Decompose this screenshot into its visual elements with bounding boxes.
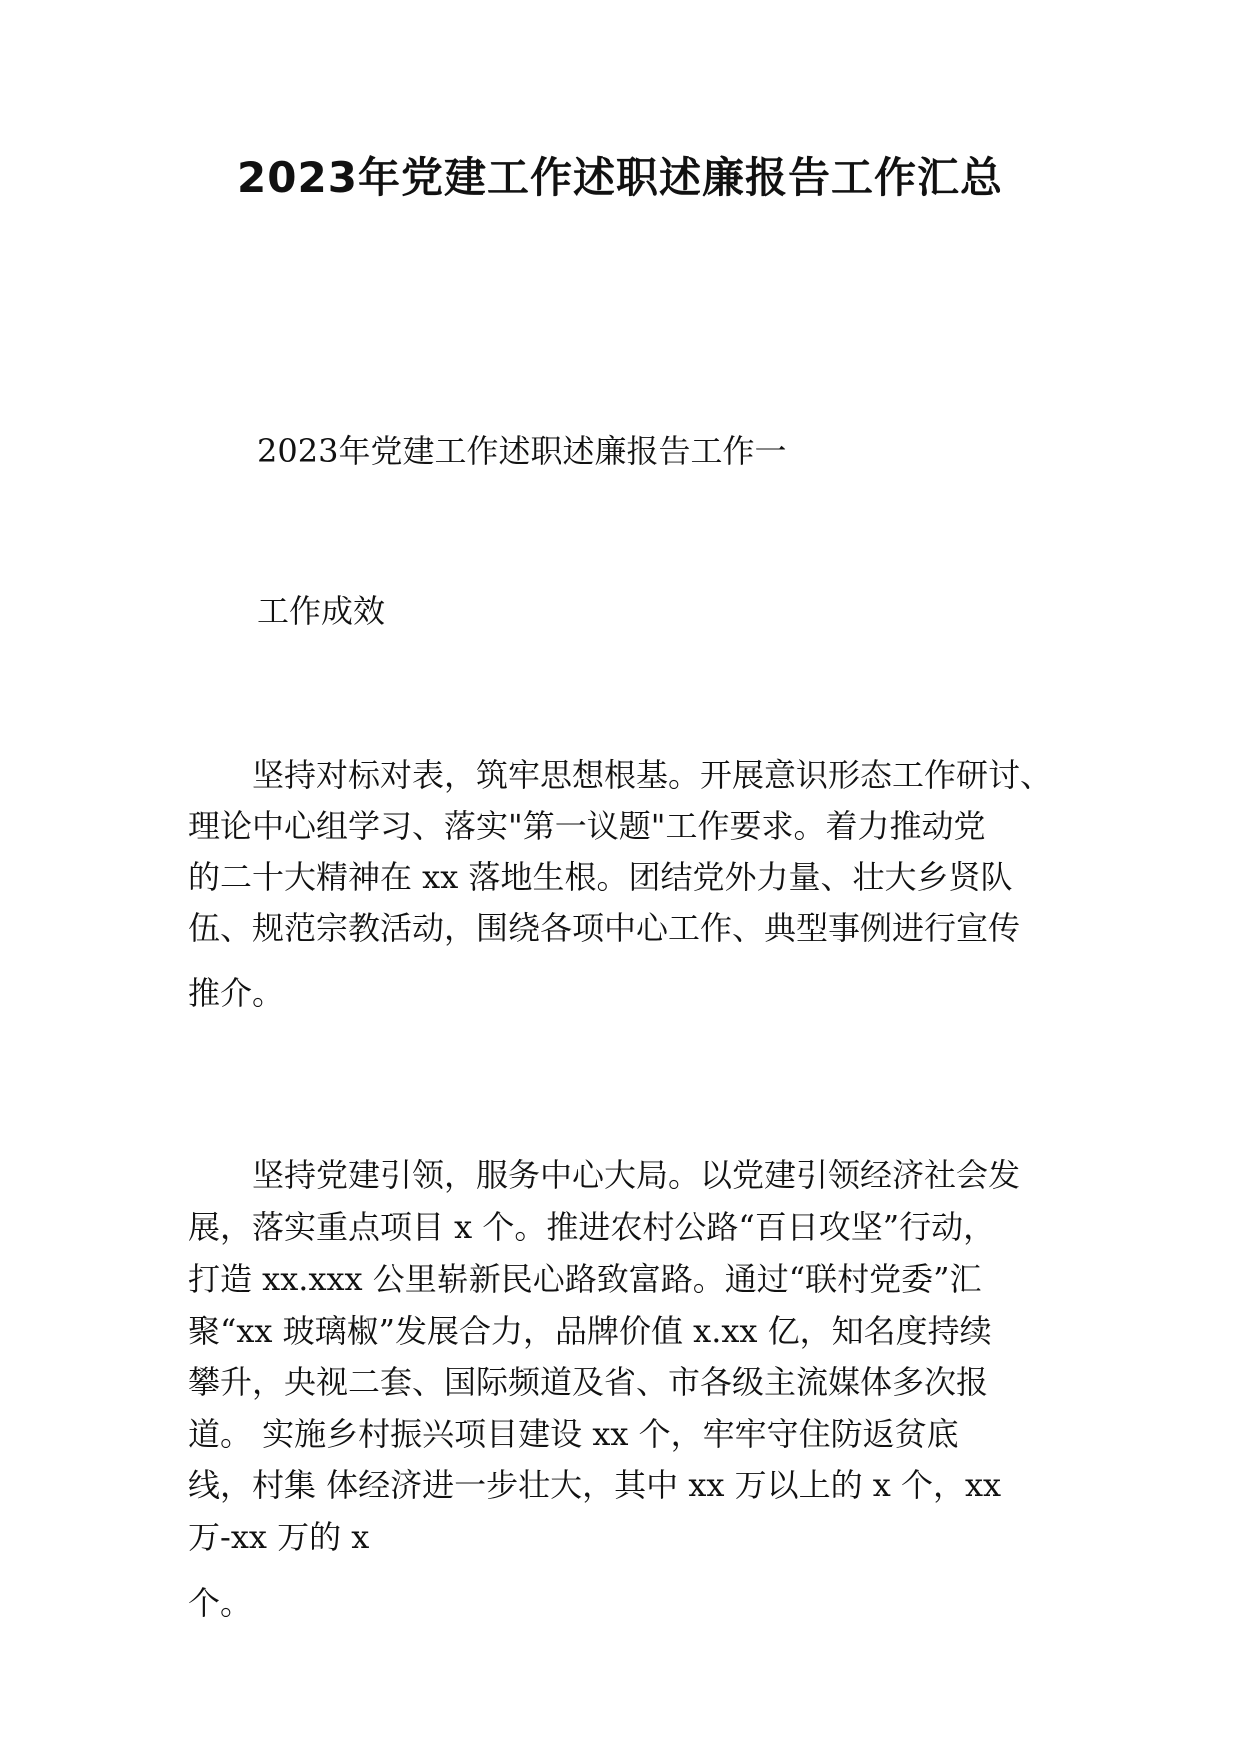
- document-subtitle: 2023年党建工作述职述廉报告工作一: [257, 432, 787, 470]
- paragraph1-line: 坚持对标对表，筑牢思想根基。开展意识形态工作研讨、: [188, 756, 1053, 794]
- paragraph1-line: 理论中心组学习、落实"第一议题"工作要求。着力推动党: [188, 807, 986, 845]
- paragraph2-line: 聚“xx 玻璃椒”发展合力，品牌价值 x.xx 亿，知名度持续: [188, 1312, 992, 1350]
- paragraph2-line: 展，落实重点项目 x 个。推进农村公路“百日攻坚”行动，: [188, 1208, 996, 1246]
- paragraph1-line: 的二十大精神在 xx 落地生根。团结党外力量、壮大乡贤队: [188, 858, 1013, 896]
- paragraph2-line: 道。 实施乡村振兴项目建设 xx 个，牢牢守住防返贫底: [188, 1415, 959, 1453]
- section-heading: 工作成效: [257, 592, 386, 630]
- document-title: 2023年党建工作述职述廉报告工作汇总: [237, 153, 1003, 202]
- paragraph2-line: 万-xx 万的 x: [188, 1518, 370, 1556]
- paragraph2-line: 线，村集 体经济进一步壮大，其中 xx 万以上的 x 个，xx: [188, 1466, 1002, 1504]
- paragraph2-line: 攀升，央视二套、国际频道及省、市各级主流媒体多次报: [188, 1363, 989, 1401]
- paragraph2-line: 个。: [188, 1584, 253, 1622]
- paragraph2-line: 打造 xx.xxx 公里崭新民心路致富路。通过“联村党委”汇: [188, 1260, 982, 1298]
- paragraph1-line: 推介。: [188, 974, 285, 1012]
- paragraph2-line: 坚持党建引领，服务中心大局。以党建引领经济社会发: [188, 1156, 1021, 1194]
- paragraph1-line: 伍、规范宗教活动，围绕各项中心工作、典型事例进行宣传: [188, 909, 1021, 947]
